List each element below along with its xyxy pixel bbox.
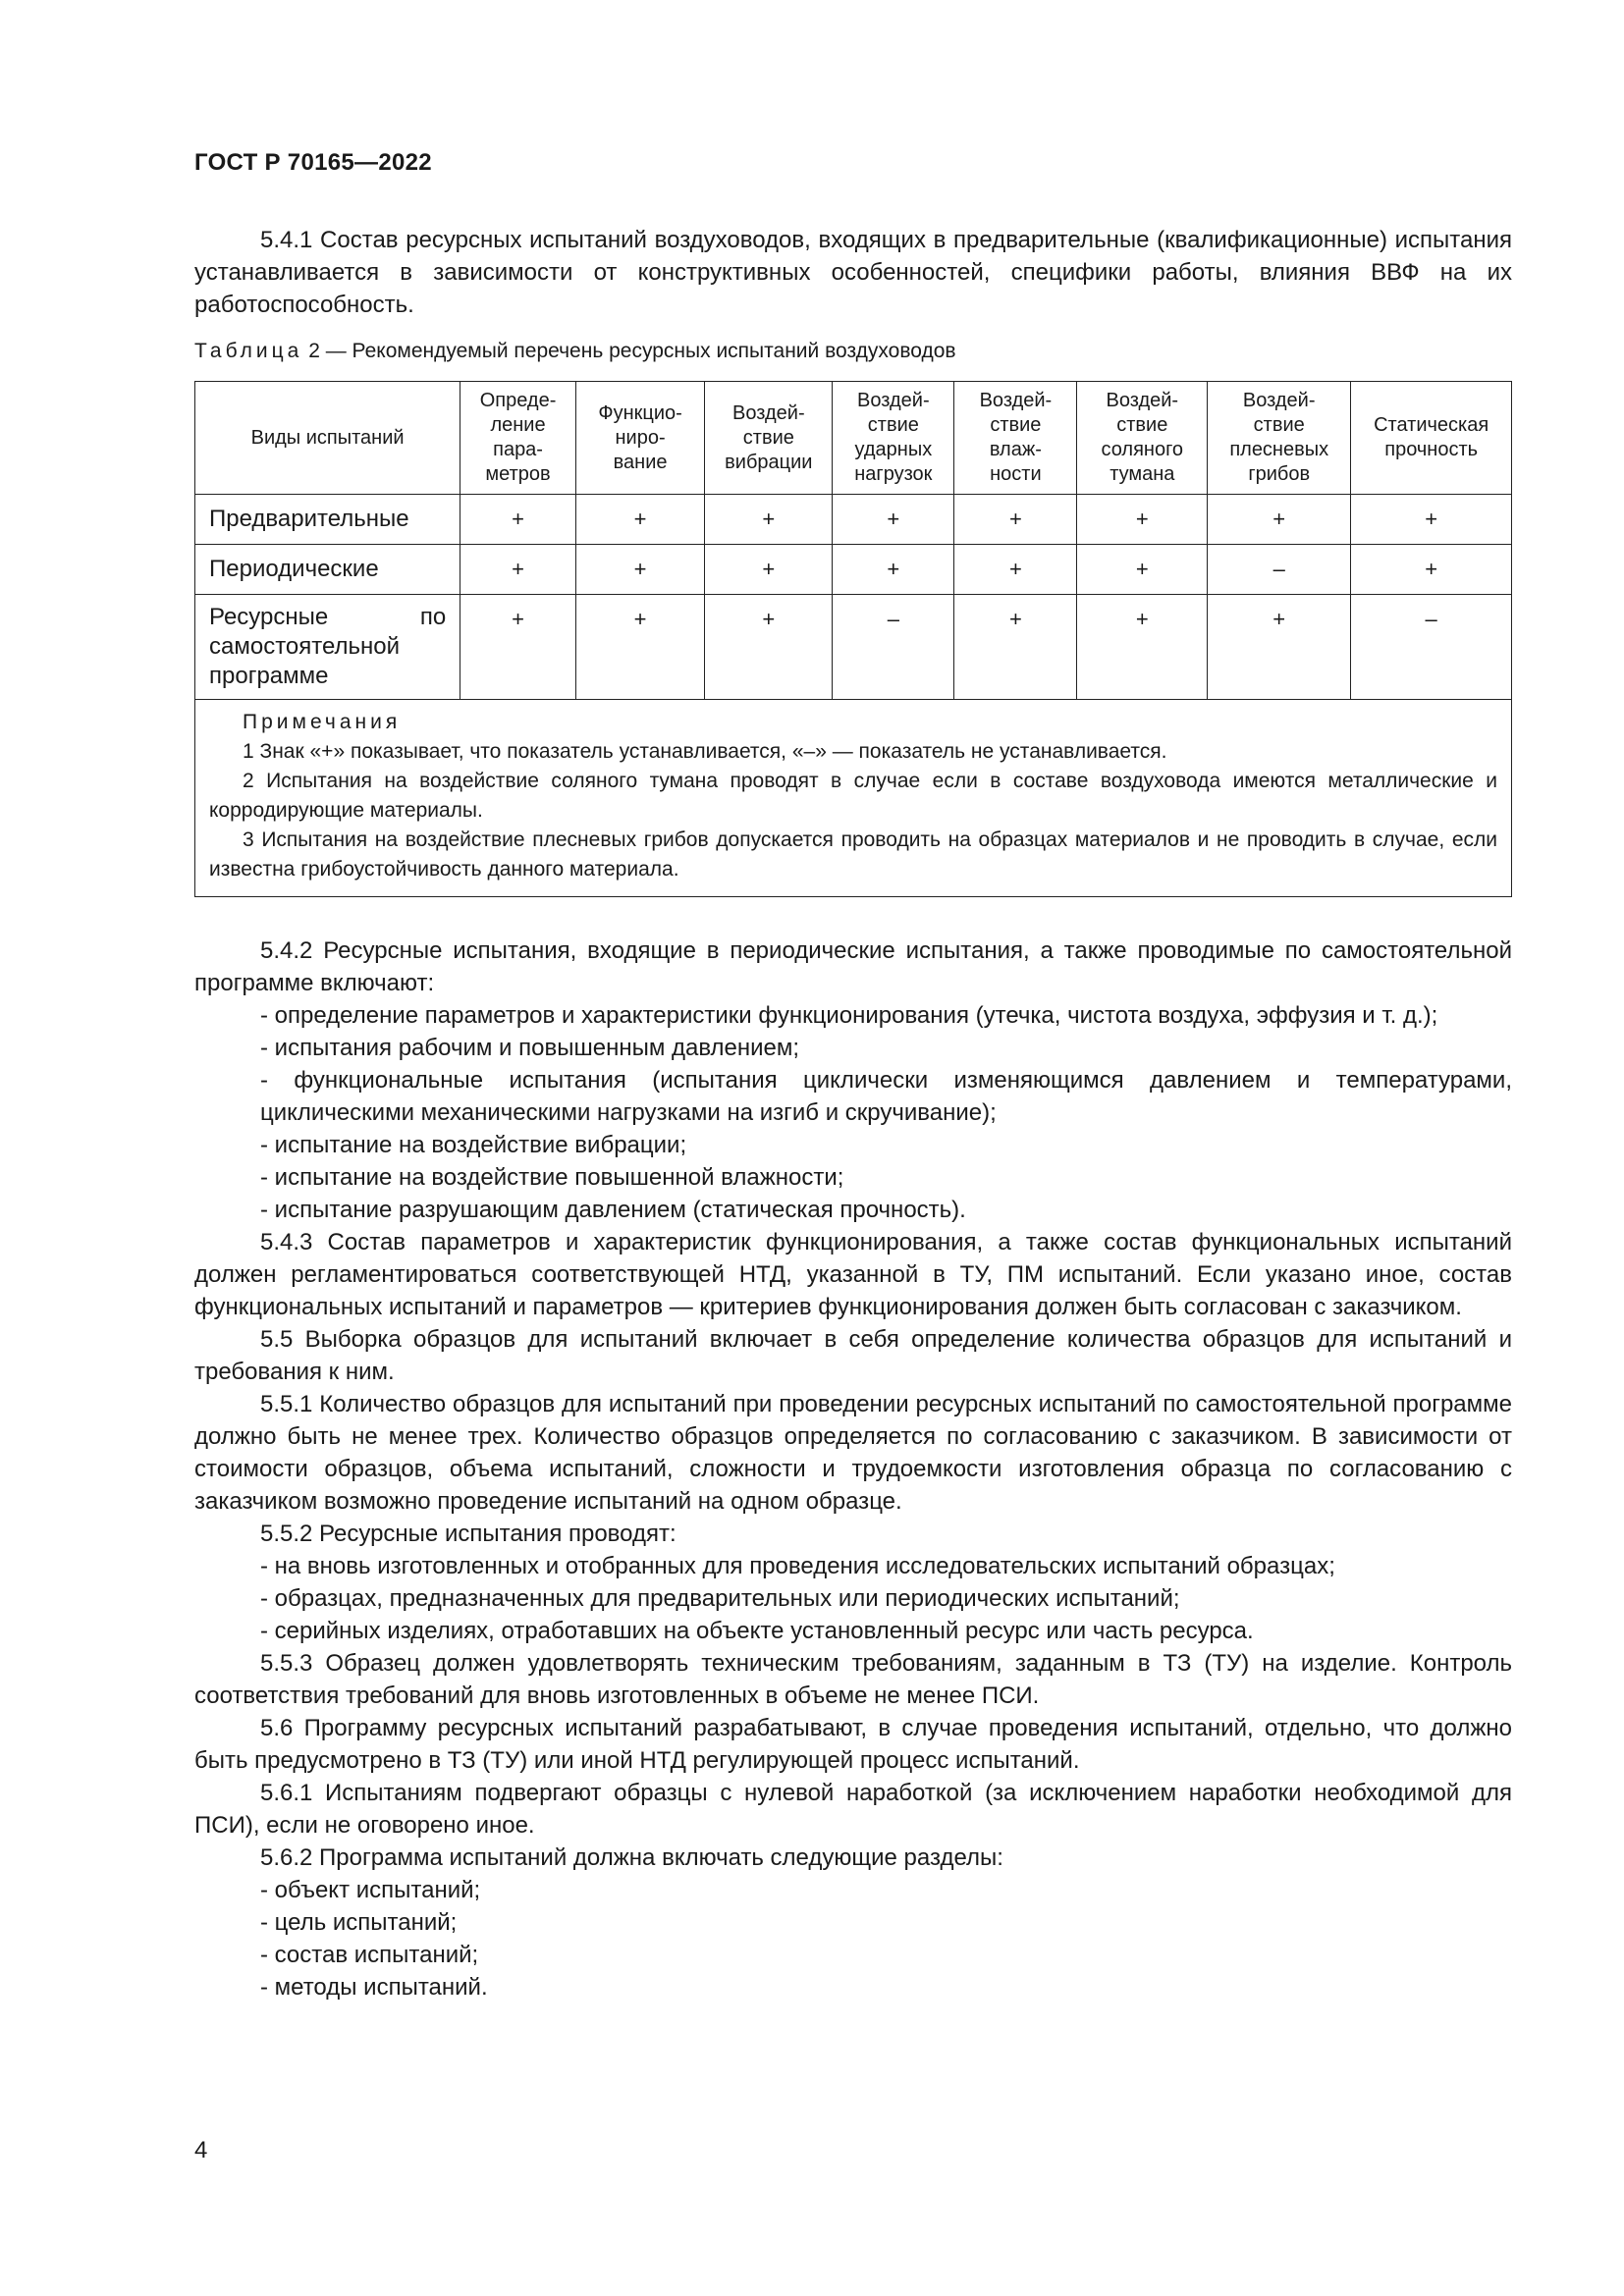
table-cell: + xyxy=(833,495,954,545)
list-item: - испытания рабочим и повышенным давлением; xyxy=(260,1035,800,1061)
table-cell: + xyxy=(460,545,576,595)
table-cell: + xyxy=(1351,545,1512,595)
table-cell: + xyxy=(705,595,833,700)
table-cell: + xyxy=(575,595,704,700)
paragraph-5-4-3: 5.4.3 Состав параметров и характеристик функционирования, а также состав функциональных испытаний должен регламентироваться соответствующей НТД, указанной в ТУ, ПМ испытаний. Если указано иное, состав функциональных испытаний и параметров — критериев функционирования должен быть согласован с заказчиком. xyxy=(194,1229,1512,1320)
paragraph-5-6-2: 5.6.2 Программа испытаний должна включать следующие разделы: xyxy=(260,1844,1003,1871)
table-cell: – xyxy=(833,595,954,700)
header-humidity: Воздей- ствие влаж- ности xyxy=(954,382,1077,495)
table-cell: + xyxy=(1208,595,1351,700)
note-item: 1 Знак «+» показывает, что показатель устанавливается, «–» — показатель не устанавливается. xyxy=(243,740,1167,763)
table-cell: + xyxy=(954,595,1077,700)
paragraph-5-6: 5.6 Программу ресурсных испытаний разрабатывают, в случае проведения испытаний, отдельно, что должно быть предусмотрено в ТЗ (ТУ) или иной НТД регулирующей процесс испытаний. xyxy=(194,1715,1512,1774)
header-static-strength: Статическая прочность xyxy=(1351,382,1512,495)
table-cell: + xyxy=(954,545,1077,595)
table-cell: + xyxy=(1077,595,1208,700)
list-item: - испытание на воздействие вибрации; xyxy=(260,1132,687,1158)
note-item: 3 Испытания на воздействие плесневых грибов допускается проводить на образцах материалов и не проводить в случае, если известна грибоустойчивость данного материала. xyxy=(209,828,1497,881)
table-cell: + xyxy=(575,545,704,595)
list-item: - серийных изделиях, отработавших на объекте установленный ресурс или часть ресурса. xyxy=(260,1618,1254,1644)
header-functioning: Функцио- ниро- вание xyxy=(575,382,704,495)
notes-title: Примечания xyxy=(243,711,402,733)
paragraph-5-5-2: 5.5.2 Ресурсные испытания проводят: xyxy=(260,1521,677,1547)
paragraph-5-4-2: 5.4.2 Ресурсные испытания, входящие в периодические испытания, а также проводимые по самостоятельной программе включают: xyxy=(194,937,1512,996)
list-item: - испытание разрушающим давлением (статическая прочность). xyxy=(260,1197,966,1223)
row-label-periodic: Периодические xyxy=(195,545,460,595)
note-item: 2 Испытания на воздействие соляного тумана проводят в случае если в составе воздуховода имеются металлические и корродирующие материалы. xyxy=(209,770,1497,822)
table-cell: + xyxy=(460,595,576,700)
body-text xyxy=(194,934,1512,2003)
page-number: 4 xyxy=(194,2137,208,2163)
table-cell: + xyxy=(1208,495,1351,545)
document-code-header: ГОСТ Р 70165—2022 xyxy=(194,149,432,176)
table-cell: + xyxy=(1077,495,1208,545)
table-cell: + xyxy=(1351,495,1512,545)
table-cell: + xyxy=(1077,545,1208,595)
table-cell: + xyxy=(705,545,833,595)
table-cell: + xyxy=(705,495,833,545)
table-caption-title: 2 — Рекомендуемый перечень ресурсных испытаний воздуховодов xyxy=(308,340,956,362)
table-header-row xyxy=(195,382,1512,495)
header-vibration: Воздей- ствие вибрации xyxy=(705,382,833,495)
list-item: - объект испытаний; xyxy=(260,1877,481,1903)
table-caption xyxy=(194,340,956,363)
table-cell: + xyxy=(833,545,954,595)
paragraph-5-5: 5.5 Выборка образцов для испытаний включает в себя определение количества образцов для испытаний и требования к ним. xyxy=(194,1326,1512,1385)
table-notes-row xyxy=(195,700,1512,897)
row-label-standalone-program: Ресурсные по самостоятельной программе xyxy=(195,595,460,700)
table-cell: – xyxy=(1351,595,1512,700)
table-row xyxy=(195,495,1512,545)
paragraph-5-4-1: 5.4.1 Состав ресурсных испытаний воздуховодов, входящих в предварительные (квалификационные) испытания устанавливается в зависимости от конструктивных особенностей, специфики работы, влияния ВВФ на их работоспособность. xyxy=(194,227,1512,318)
table-row xyxy=(195,545,1512,595)
list-item: - на вновь изготовленных и отобранных для проведения исследовательских испытаний образцах; xyxy=(260,1553,1335,1579)
header-mold-fungi: Воздей- ствие плесневых грибов xyxy=(1208,382,1351,495)
paragraph-5-6-1: 5.6.1 Испытаниям подвергают образцы с нулевой наработкой (за исключением наработки необходимой для ПСИ), если не оговорено иное. xyxy=(194,1780,1512,1839)
list-item: - функциональные испытания (испытания циклически изменяющимся давлением и температурами, циклическими механическими нагрузками на изгиб и скручивание); xyxy=(260,1067,1512,1126)
table-cell: – xyxy=(1208,545,1351,595)
list-item: - определение параметров и характеристики функционирования (утечка, чистота воздуха, эффузия и т. д.); xyxy=(260,1002,1438,1029)
list-item: - состав испытаний; xyxy=(260,1942,479,1968)
header-salt-fog: Воздей- ствие соляного тумана xyxy=(1077,382,1208,495)
paragraph-5-5-3: 5.5.3 Образец должен удовлетворять техническим требованиям, заданным в ТЗ (ТУ) на изделие. Контроль соответствия требований для вновь изготовленных в объеме не менее ПСИ. xyxy=(194,1650,1512,1709)
paragraph-5-5-1: 5.5.1 Количество образцов для испытаний при проведении ресурсных испытаний по самостоятельной программе должно быть не менее трех. Количество образцов определяется по согласованию с заказчиком. В зависимости от стоимости образцов, объема испытаний, сложности и трудоемкости изготовления образца по согласованию с заказчиком возможно проведение испытаний на одном образце. xyxy=(194,1391,1512,1515)
list-item: - испытание на воздействие повышенной влажности; xyxy=(260,1164,844,1191)
list-item: - образцах, предназначенных для предварительных или периодических испытаний; xyxy=(260,1585,1180,1612)
table-caption-word: Таблица xyxy=(194,340,303,362)
list-item: - методы испытаний. xyxy=(260,1974,488,2001)
row-label-preliminary: Предварительные xyxy=(195,495,460,545)
header-parameters: Опреде- ление пара- метров xyxy=(460,382,576,495)
section-5-4-1 xyxy=(194,224,1512,321)
table-cell: + xyxy=(575,495,704,545)
table-cell: + xyxy=(954,495,1077,545)
list-item: - цель испытаний; xyxy=(260,1909,458,1936)
table-cell: + xyxy=(460,495,576,545)
header-test-types: Виды испытаний xyxy=(195,382,460,495)
resource-tests-table xyxy=(194,381,1512,897)
header-shock-loads: Воздей- ствие ударных нагрузок xyxy=(833,382,954,495)
table-notes xyxy=(195,700,1512,897)
table-row xyxy=(195,595,1512,700)
